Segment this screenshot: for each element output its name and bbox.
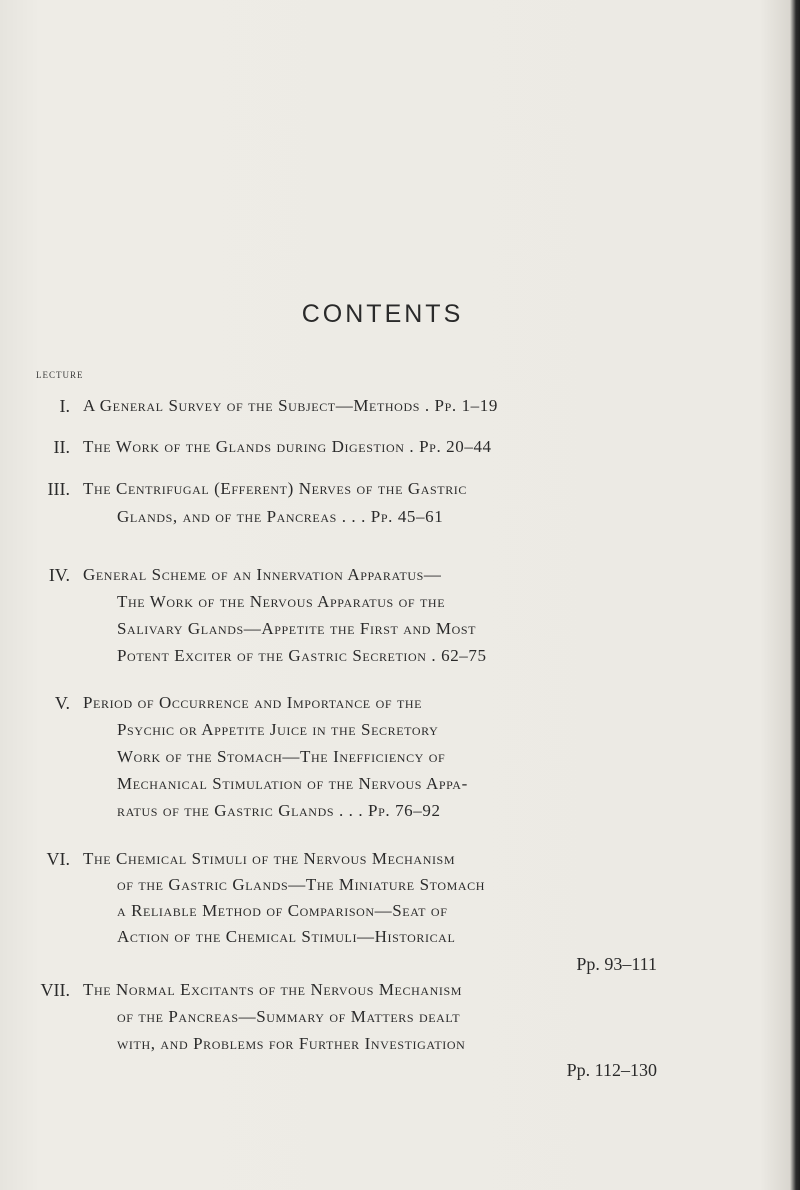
- entry-line: The Work of the Nervous Apparatus of the: [117, 592, 446, 611]
- page-range: Pp. 93–111: [576, 954, 657, 974]
- entry-line: Potent Exciter of the Gastric Secretion . 62–75: [117, 646, 487, 665]
- entry-line: Psychic or Appetite Juice in the Secretory: [117, 720, 439, 739]
- lecture-numeral: I.: [59, 396, 70, 416]
- entry-line: ratus of the Gastric Glands . . . Pp. 76–92: [117, 801, 441, 820]
- entry-line: Work of the Stomach—The Inefficiency of: [117, 747, 446, 766]
- entry-line: Mechanical Stimulation of the Nervous Appa-: [117, 774, 468, 793]
- entry-line: of the Gastric Glands—The Miniature Stomach: [117, 875, 486, 894]
- lecture-numeral: III.: [47, 479, 70, 499]
- page-range: Pp. 112–130: [566, 1060, 657, 1080]
- entry-line: The Chemical Stimuli of the Nervous Mechanism: [83, 849, 456, 868]
- entry-line: Salivary Glands—Appetite the First and Most: [117, 619, 477, 638]
- entry-line: A General Survey of the Subject—Methods . Pp. 1–19: [83, 396, 498, 415]
- lecture-numeral: VI.: [46, 849, 70, 869]
- entry-line: of the Pancreas—Summary of Matters dealt: [117, 1007, 461, 1026]
- entry-line: Period of Occurrence and Importance of the: [83, 693, 423, 712]
- entry-line: with, and Problems for Further Investigation: [117, 1034, 466, 1053]
- entry-line: a Reliable Method of Comparison—Seat of: [117, 901, 448, 920]
- entry-line: General Scheme of an Innervation Apparatus—: [83, 565, 442, 584]
- lecture-numeral: VII.: [40, 980, 70, 1000]
- lecture-numeral: II.: [53, 437, 70, 457]
- entry-line: The Normal Excitants of the Nervous Mechanism: [83, 980, 463, 999]
- lecture-numeral: V.: [54, 693, 70, 713]
- entry-line: The Work of the Glands during Digestion . Pp. 20–44: [83, 437, 492, 456]
- lecture-column-label: LECTURE: [36, 370, 84, 380]
- page-title: CONTENTS: [301, 300, 464, 328]
- entry-line: Glands, and of the Pancreas . . . Pp. 45–61: [117, 507, 444, 526]
- entry-line: The Centrifugal (Efferent) Nerves of the Gastric: [83, 479, 467, 498]
- lecture-numeral: IV.: [48, 565, 70, 585]
- entry-line: Action of the Chemical Stimuli—Historical: [117, 927, 456, 946]
